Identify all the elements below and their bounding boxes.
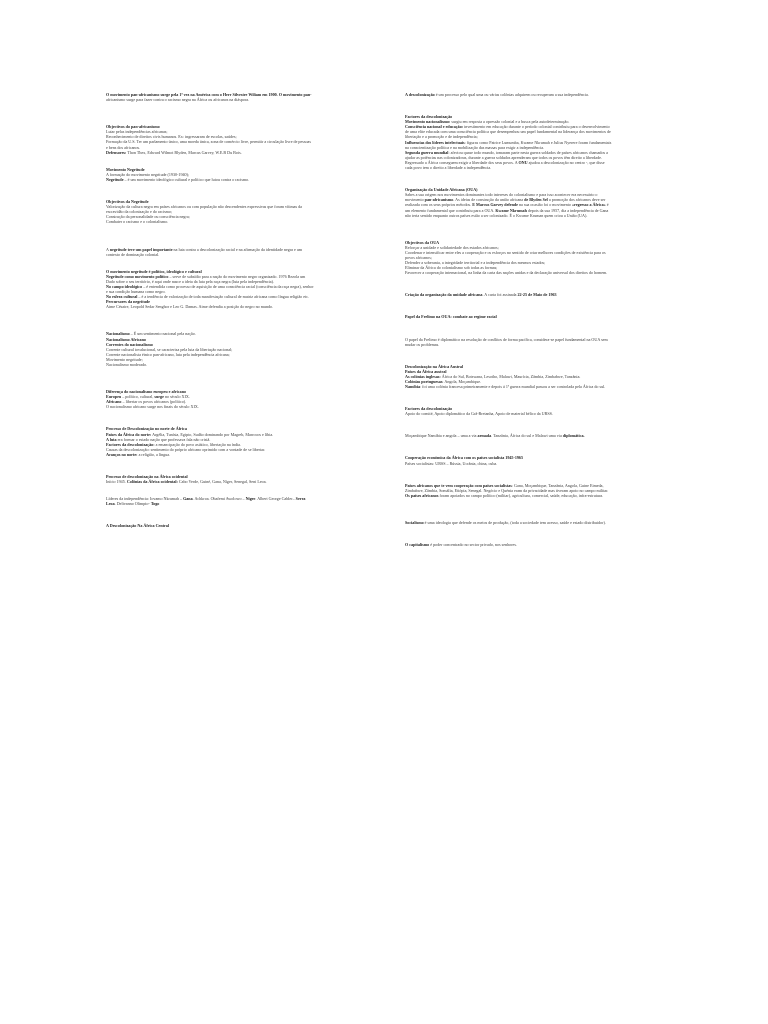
bold-text: Kwame Nkrumah [495,207,527,213]
text-line: Defender a soberania, a integridade territorial e a independência dos mesmos estados; [405,260,546,266]
bold-label: Europeu [106,394,122,400]
paragraph-cooperating-countries [405,483,663,498]
text-line: na conscientização política e na mobilização das massas para exigir a independência. [405,144,545,150]
text-line: Sabes a sua origem nos movimentos dominantes todo intereses do colonialismo e para isso acontecer era necessário o [405,192,598,198]
text-line: mudar os problemas. [405,341,440,347]
bold-text: O movimento pan-africanismo surge pela 1ª vez na América com o Herr Silvestre Wiliam em 1900. O movimento pan- [106,92,312,97]
bold-label: Negritude [106,176,124,182]
text-line: Combater o racismo e o colonialismo. [106,219,169,225]
bold-label: O capitalismo [405,542,430,548]
subheading: Percursores da negritude [106,299,150,305]
bold-label: Os países africanos [405,492,439,498]
bold-label: A descolonização [405,92,435,97]
text-span: . Tanzânia, África do sul e Malawi uma via [491,433,563,439]
section-heading-frelimo: Papel da Frelimo na OUA: combate ao regime racial [405,314,497,320]
text-line: libertação e a promoção e de independência; [405,134,478,140]
text-span: na luta contra a descolonização racial e na afirmação da identidade negra e um [172,246,303,252]
bold-text: armada [477,433,492,439]
bold-label: Africano [106,399,122,405]
text-line: africanismo surge para fazer contra o racismo negra na África ou africanos na diáspora. [106,97,250,103]
text-line: povos africanos; [405,254,432,260]
bold-label: Criação da organização da unidade africana [405,292,483,298]
section-negritude-objectives [106,199,364,224]
text-span: surgiu em resposta a opressão colonial e a busca pela autodeterminação. [450,119,570,125]
text-span: Início 1945. [106,479,127,485]
text-span: . As ideias de construção da união africana [453,197,525,203]
text-line: Causas da descolonização: sentimento do próprio africano oprimido com a vontade de se libertar. [106,446,266,452]
section-negritude-dimensions [106,269,364,310]
section-heading: Processo de descolonização na África ocidental [106,474,188,480]
bold-text: pan-africanismo [424,197,454,203]
paragraph-capitalism [405,542,663,547]
text-span: – libertar os povos africanos (político). [121,399,187,405]
section-negritude [106,167,364,182]
text-span: : afectou quase todo mundo, tomaram parte nesta guerra soldados de países africanos chamados a [448,149,608,155]
text-line: não teria sentido enquanto outros países estão a ser colonizado. É o Kwame Kruman quem criou a União (UA). [405,212,588,218]
section-nationalism [106,331,364,367]
bold-label: Colônias da África ocidental: [126,479,178,485]
subheading: Correntes do nacionalismo [106,341,153,347]
bold-text: Níger [245,496,256,502]
text-span: . Delivanno Olimpio- [114,501,151,507]
text-span: Argélia, Tunísia, Egipto, Sudão dominando por Magreb, Marrocos e líbia. [151,431,274,437]
bold-text: diplomática. [562,433,585,439]
bold-label: Países africanos que te vem cooperação com países socialistas [405,482,512,488]
section-oua [405,187,663,218]
text-span: Regressado a África conseguem exigir a liberdade dos seus povos. A [405,159,519,165]
text-span: era formar o estado nação que professava fala não cristã. [116,436,211,442]
section-heading: Cooperação económica da África com os países socialista 1945-1965 [405,455,524,461]
text-span: : Angola, Moçambique. [442,379,482,384]
text-line: Valorização da cultura negra em países africanos ou com população não descendentes expressivas que foram vítimas da [106,204,302,210]
text-span: é [605,202,609,208]
text-line: O nacionalismo africano surge nos finais do século XIX. [106,404,199,410]
section-heading: Factores da descolonização [405,114,453,120]
text-line: e bens dos africanos. [106,144,141,150]
text-span: a religião, a língua. [137,451,171,457]
bold-text: ONU [518,159,528,165]
text-span: na sua ocasião foi o movimento [517,202,572,208]
text-span: a promoção dos africanos deve ser [547,197,606,203]
text-line: Apoio do comité, Apoio diplomático da Grã-Bretanha, Apoio de material bélico da URSS. [405,411,553,417]
bold-label: Segunda guerra mundial [405,149,449,155]
text-span: – é a tendência de valorização de toda manifestação cultural de matriz africana como língua religião etc. [137,294,310,300]
bold-text: Gana [183,496,193,502]
bold-text: Togo [150,501,160,507]
subheading: Países da África austral [405,368,447,374]
text-span: realizada com os seus próprios métodos. [405,202,473,208]
bold-label: Consciência nacional e educação: [405,124,464,130]
text-span: . Albert George Cabler– [255,496,296,502]
text-span: Cabo Verde, Guiné, Gana, Níger, Senegal, Seni Leoa. [177,479,267,485]
text-line: ajudar as potências nas colonizadoras, durante a guerra soldados aprenderam que todos os povos têm direito a liberdade. [405,154,603,160]
section-heading: Objectivos da OUA [405,239,440,245]
text-line: escravidão da colonização e do racismo; [106,209,173,215]
bold-label: Namíbia [405,384,421,390]
text-line: cada povo tem o direito a liberdade a independência. [405,165,492,171]
bold-text: E Marcus Garvey defende [472,202,518,208]
text-line: Dado sobre o seu território, é aqui onde nasce a ideia da luta pela raça negra (luta pela independência). [106,278,274,284]
text-span: : figuras como Patrice Lumumba, Kwame Nkrumah e Julius Nyerere foram fundamentais [464,139,612,145]
text-line: Favorecer a cooperação internacional, na linha da carta das nações unidas e da declaração universal dos direitos do homem. [405,270,608,276]
text-line: e sua condição humana como negro. [106,289,166,295]
text-span: no século XIX. [163,394,190,400]
section-socialist-cooperation [405,455,663,465]
section-southern-factors [405,406,663,416]
text-span: – é entendida como processo de aquisição de uma consciência racial (consciência da raça negra), senhor [142,283,314,289]
text-line: Reconhecimento de direitos civis humanos. Ex: ingressaram de escolas, saúdes; [106,134,237,140]
bold-label: Nacionalismo [106,331,130,337]
paragraph-frelimo-role [405,337,663,347]
bold-label: Colónias portuguesas [405,379,443,384]
bold-text: «regresso a África» [571,202,606,208]
text-span: . Achkroa. Obafemi Awolowo – [192,496,246,502]
bold-label: Negritude como movimento político [106,273,169,279]
text-line: Aime Césaire, Leopold Sedar Senghor e Leo G. Damas. Aime defendia a posição do negro no mundo. [106,304,274,310]
text-span: . A carta foi assinada [482,292,518,298]
bold-label: No campo ideológico [106,283,143,289]
text-line: Formação da U.S. Ter um parlamento único, uma moeda única, zona de comércio livre, permitir a circulação livre de pessoas [106,139,311,145]
text-line: Zimbabwe, Zâmbia, Somália, Etiópia, Senegal. Negócio e Quénia eram da privacidade mas tiveram apoio no campo militar. [405,487,609,493]
text-line: Corrente nacionalista étnico pan-africano, luta pela independência africana; [106,351,230,357]
text-span: : foi uma colónia francesa primeiramente e depois á 1ª guerra mundial passou a ser controlada pela África do sul. [420,384,606,390]
text-line: Construção da personalidade ou consciência negra; [106,214,190,220]
text-line: Reforçar a unidade e solidariedade dos estados africanos; [405,244,499,250]
text-line: A formação do movimento negritude (1930-1940); [106,171,190,177]
text-span: – é um movimento ideológico cultural e político que lutou contra o racismo. [123,176,250,182]
bold-label: Países da África do norte: [106,431,152,437]
text-span: – É um sentimento nacional pela nação. [129,331,196,337]
text-span: é uma ideologia que defende os meios de produção, (toda a sociedade tem acesso, saúde e estado distribuidor). [423,519,606,525]
text-line: Corrente cultural tovalucional, se caracteriza pela luta da libertação nacional; [106,346,233,352]
text-line: Nacionalismo moderado. [106,362,148,367]
section-southern-africa [405,364,663,389]
section-heading: Descolonização na África Austral [405,363,464,369]
text-line: Países socialistas: URSS – Rússia, Ucrânia, china, cuba. [405,460,498,466]
section-heading: Objectivos da Negritude [106,199,149,205]
text-span: um elemento fundamental que contribuiu para a OUA. [405,207,496,213]
section-heading: Objectivos do pan-africanismo [106,124,160,130]
bold-label: As colónias inglesas: [405,373,441,379]
text-span: – serve de subsídio para a nação do movimento negro organizado. 1976 Rezola um [168,273,306,279]
section-oua-objectives [405,240,663,276]
bold-text: 22-25 de Maio de 1963 [517,292,557,298]
section-pan-africanism-objectives [106,124,364,155]
text-line: Coordenar e intensificar entre eles a cooperação e os esforços no sentido de criar melhores condições de existência para os [405,249,606,255]
bold-text: surge [154,394,164,400]
subheading: Nacionalismo Africano [106,336,146,342]
bold-text: de Blyden Sel [524,197,548,203]
text-span: África do Sul, Botswana, Lesotho, Malawi, Maurícia, Zâmbia, Zimbabwe, Tanzânia. [440,373,581,379]
right-column [405,92,663,547]
bold-label: Influencias dos líderes intelectuais [405,139,465,145]
text-span: Thon Thex, Edward Wilmot Blyden, Marcus Garvey, W.E.B Du Bois. [126,149,242,155]
text-span: contexto de dominação colonial. [106,251,160,257]
text-line: de uma elite educada com uma consciência política que desempenhou um papel fundamental na liderança dos movimentos de [405,129,611,135]
bold-label: Avanços no norte: [106,451,138,457]
paragraph-pan-africanism-origin [106,92,364,102]
section-heading: Diferença do nacionalismo europeu e africano [106,389,187,395]
bold-text: Leoa [106,501,115,507]
bold-label: Factores da descolonização: [106,441,155,447]
bold-text: Serra [295,496,306,502]
section-heading-central-africa: A Descolonização Na África Central [106,523,169,529]
section-nationalism-difference [106,389,364,409]
bold-text: negritude teve um papel importante [109,246,173,252]
text-span: : Gana, Moçambique, Tanzânia, Angola, Guine Eimeda, [511,482,604,488]
section-decolonization-factors [405,114,663,170]
text-line: O papel da Frelimo é diplomático na resolução de conflitos de forma pacífica, considera-se papel fundamental na OUA sem [405,336,608,342]
text-span: Moçambique Namíbia e angola – uma a via [405,433,478,439]
text-line: Lutar pelas independências africanas; [106,129,168,135]
left-column [106,92,364,529]
text-span: depois da sua 1957, dia a independência de Gana [526,207,609,213]
section-north-africa [106,426,364,457]
paragraph-independence-leaders [106,496,364,506]
text-span: a emancipação do povo asiático, libertação na índia. [154,441,241,447]
text-span: foram apoiados no campo político (militar), agricultura, comercial, saúde, educação, infra-estrutura. [438,492,604,498]
bold-label: No esfera cultural [106,294,138,300]
section-heading: Organização da Unidade Africana (OUA) [405,187,478,193]
bold-label: A luta [106,436,117,442]
text-span: Líderes da independência: Iovamo Nkrumah – [106,496,184,502]
bold-label: Defensores: [106,149,127,155]
paragraph-negritude-role [106,247,364,257]
text-span: movimento [405,197,425,203]
section-heading: Factores da descolonização [405,406,453,412]
section-heading: Movimento Negritude [106,166,145,172]
text-line: Movimento negritude; [106,356,143,362]
text-span: é poder concentrado no sector privado, nos senhores. [429,542,517,548]
text-span: A [106,246,110,252]
section-heading: Processo de Descolonização no norte de África [106,426,187,432]
text-span: – político, cultural, [121,394,155,400]
text-span: é um processo pelo qual uma ou várias colônias adquirem ou recuperam a sua independência. [434,92,589,97]
text-span: ajudou a descolonização no centro -, que disse [527,159,605,165]
bold-label: Socialismo [405,519,424,525]
section-heading: O movimento negritude é político, ideológico e cultural [106,268,202,274]
text-span: investimento em educação durante o período colonial contribuiu para o desenvolvimento [463,124,610,130]
text-line: Eliminar da África do colonialismo sob todas as formas; [405,265,498,271]
bold-label: Movimento nacionalismo: [405,119,451,125]
section-west-africa [106,474,364,484]
